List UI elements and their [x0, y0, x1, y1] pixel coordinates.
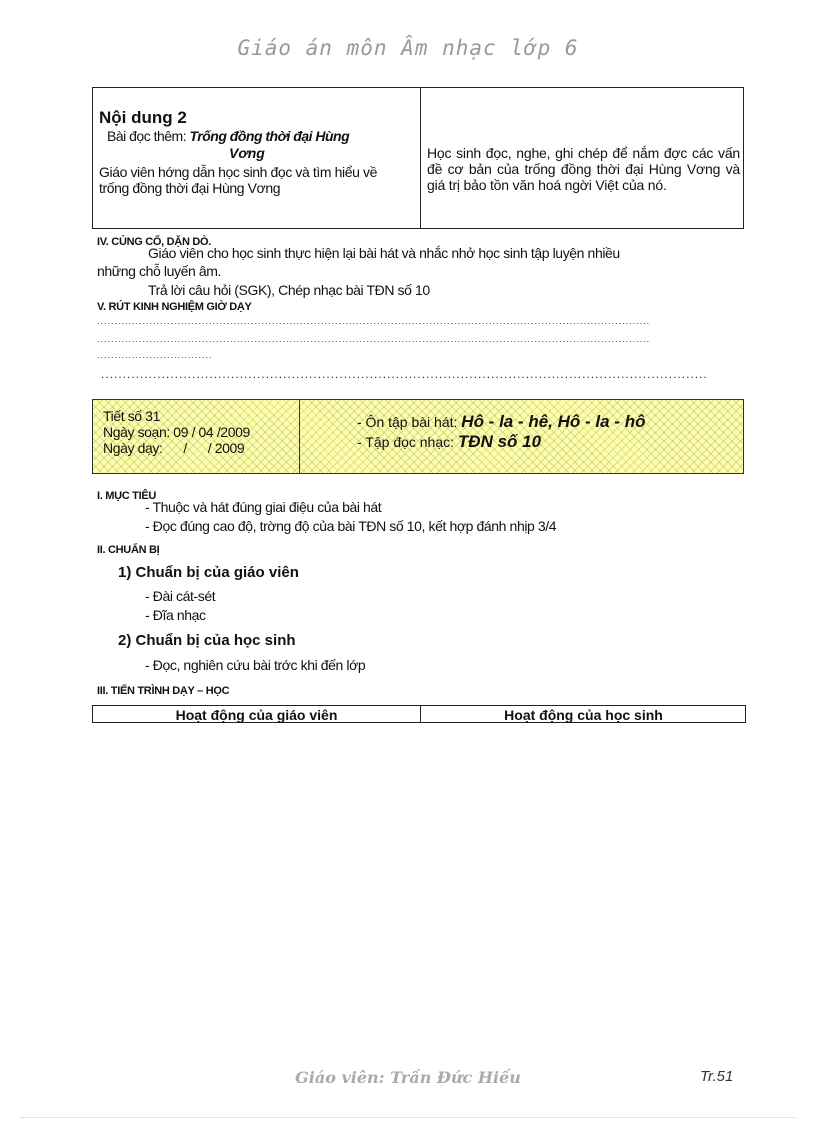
content-table — [92, 87, 744, 229]
teach-date: Ngày dạy: / / 2009 — [103, 440, 245, 456]
lesson-meta — [103, 408, 250, 456]
student-prep-item: - Đọc, nghiên cứu bài trớc khi đến lớp — [145, 657, 366, 673]
section-iv-heading: IV. CỦNG CỐ, DẶN DÒ. — [97, 236, 211, 248]
teacher-prep-item: - Đài cát-sét — [145, 588, 216, 604]
section-iii-heading: III. TIẾN TRÌNH DẠY – HỌC — [97, 685, 230, 697]
objective-item: - Thuộc và hát đúng giai điệu của bài hát — [145, 499, 382, 515]
section-v-heading: V. RÚT KINH NGHIỆM GIỜ DẠY — [97, 301, 252, 313]
teacher-prep-item: - Đĩa nhạc — [145, 607, 206, 623]
dotted-line: .............................................................................................................................................................. — [97, 316, 651, 326]
reading-title-cont: Vơng — [229, 145, 265, 161]
lesson-topics — [357, 412, 645, 452]
col-teacher-activity: Hoạt động của giáo viên — [175, 707, 338, 723]
reading-line — [107, 128, 349, 144]
topic-review-value: Hô - la - hê, Hô - la - hô — [461, 412, 646, 431]
student-activity-text: Học sinh đọc, nghe, ghi chép để nắm đợc các vấn đề cơ bản của trống đồng thời đại Hùng Vơng và giá trị bảo tồn văn hoá ngời Việt của nó. — [427, 145, 740, 193]
page-number: Tr.51 — [700, 1068, 734, 1085]
dotted-line: ............................................................................................................................................ — [101, 367, 708, 381]
reading-title: Trống đồng thời đại Hùng — [189, 128, 350, 144]
teacher-activity-text: Giáo viên hớng dẫn học sinh đọc và tìm hiểu về trống đồng thời đại Hùng Vơng — [99, 164, 377, 196]
topic-review-label: - Ôn tập bài hát: — [357, 414, 458, 430]
section-iv-line1: Giáo viên cho học sinh thực hiện lại bài hát và nhắc nhở học sinh tập luyện nhiều — [148, 245, 620, 261]
section-iv-line2: những chỗ luyến âm. — [97, 263, 221, 279]
box-divider — [299, 400, 300, 473]
topic-review — [357, 412, 645, 432]
page-header-title: Giáo án môn Âm nhạc lớp 6 — [237, 36, 579, 60]
student-prep-heading: 2) Chuẩn bị của học sinh — [118, 632, 296, 649]
teacher-prep-heading: 1) Chuẩn bị của giáo viên — [118, 564, 299, 581]
dotted-line: .............................................................................................................................................................. — [97, 334, 651, 344]
col-student-activity: Hoạt động của học sinh — [504, 707, 663, 723]
lesson-info-box — [92, 399, 744, 474]
section-i-heading: I. MỤC TIÊU — [97, 490, 157, 502]
dotted-line: ................................. — [97, 350, 213, 360]
prep-date: Ngày soạn: 09 / 04 /2009 — [103, 424, 250, 440]
topic-reading — [357, 432, 645, 452]
section-iv-line3: Trả lời câu hỏi (SGK), Chép nhạc bài TĐN số 10 — [148, 282, 430, 298]
topic-reading-label: - Tập đọc nhạc: — [357, 434, 455, 450]
reading-prefix: Bài đọc thêm: — [107, 128, 187, 144]
section-ii-heading: II. CHUẨN BỊ — [97, 544, 160, 556]
objective-item: - Đọc đúng cao độ, trờng độ của bài TĐN số 10, kết hợp đánh nhịp 3/4 — [145, 518, 557, 534]
topic-reading-value: TĐN số 10 — [457, 432, 542, 451]
content-title: Nội dung 2 — [99, 108, 187, 127]
table-divider — [420, 88, 421, 228]
lesson-number: Tiết số 31 — [103, 408, 160, 424]
bottom-rule — [20, 1117, 796, 1118]
activity-table-header — [92, 705, 746, 723]
footer-teacher-name: Giáo viên: Trần Đức Hiếu — [295, 1068, 521, 1087]
